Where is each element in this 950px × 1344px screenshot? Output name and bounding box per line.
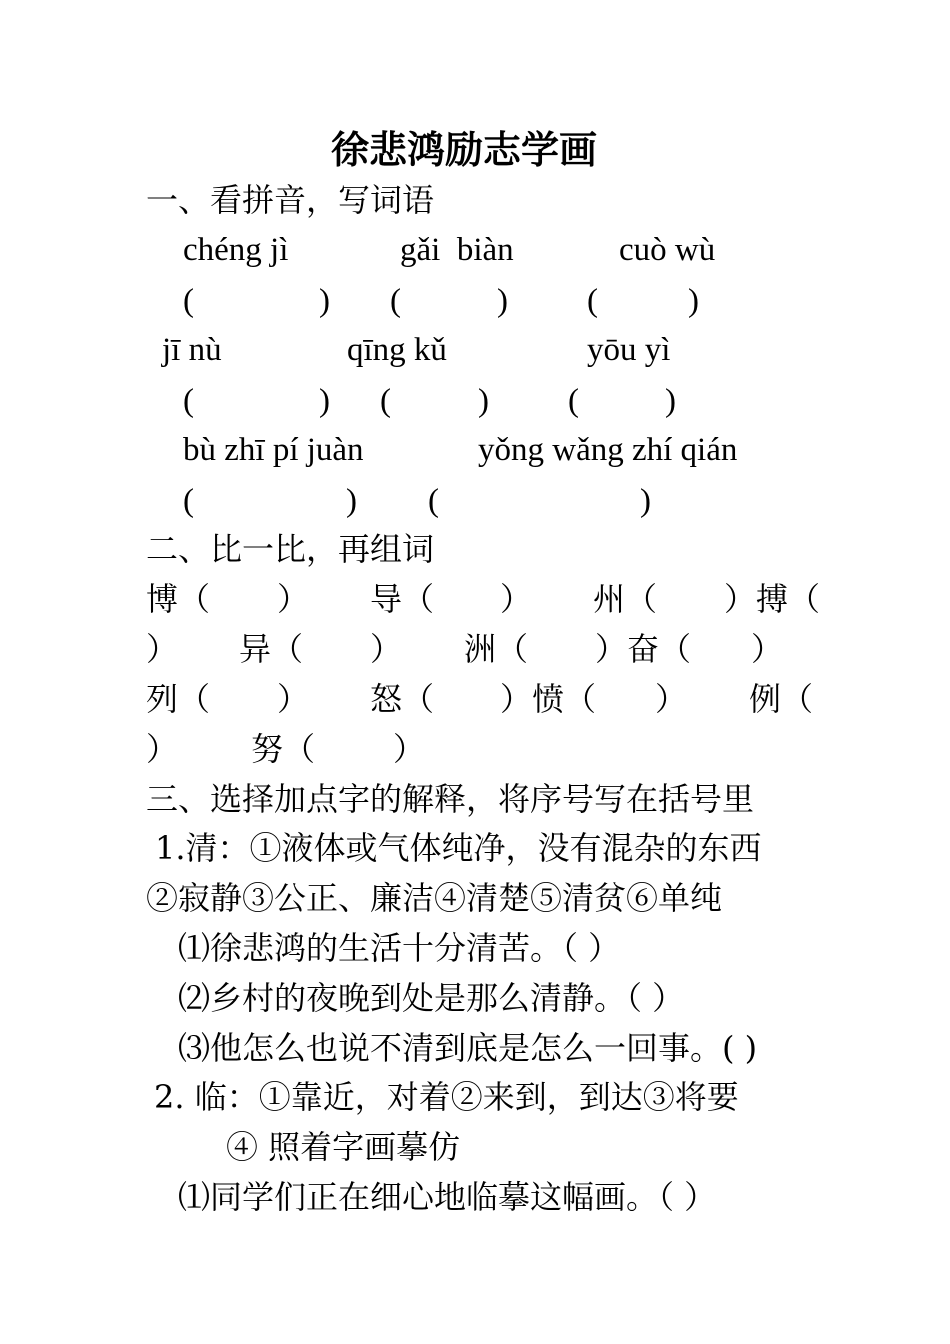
pinyin-jinu: jī nù — [162, 332, 222, 368]
q2-item: ⑴同学们正在细心地临摹这幅画。（ ） — [178, 1178, 717, 1216]
word-item: ）搏（ — [724, 580, 821, 618]
answer-bracket-open: ( — [390, 283, 401, 319]
word-item: ） — [370, 630, 403, 668]
answer-bracket-close: ) — [688, 283, 699, 319]
answer-bracket-close: ) — [346, 483, 357, 519]
pinyin-qingku: qīng kǔ — [347, 332, 447, 368]
word-item: 努（ — [251, 730, 316, 768]
word-item: 导（ — [370, 580, 435, 618]
q2-definitions: 2. 临：①靠近，对着②来到，到达③将要 — [154, 1078, 739, 1116]
word-item: ） — [751, 630, 784, 668]
word-item: 异（ — [239, 630, 304, 668]
answer-bracket-open: ( — [568, 383, 579, 419]
answer-bracket-close: ) — [640, 483, 651, 519]
q1-item: ⑵乡村的夜晚到处是那么清静。（ ） — [178, 979, 685, 1017]
section1-heading: 一、看拼音，写词语 — [146, 181, 435, 219]
q1-item: ⑴徐悲鸿的生活十分清苦。（ ） — [178, 929, 621, 967]
answer-bracket-close: ) — [497, 283, 508, 319]
pinyin-youyi: yōu yì — [587, 332, 671, 368]
word-item: ） — [393, 730, 426, 768]
word-item: 州（ — [593, 580, 658, 618]
word-item: ） — [146, 630, 179, 668]
answer-bracket-open: ( — [183, 483, 194, 519]
page-title: 徐悲鸿励志学画 — [331, 127, 598, 172]
word-item: 博（ — [146, 580, 211, 618]
word-item: 列（ — [146, 680, 211, 718]
answer-bracket-open: ( — [183, 283, 194, 319]
answer-bracket-close: ) — [478, 383, 489, 419]
answer-bracket-open: ( — [380, 383, 391, 419]
word-item: 洲（ — [464, 630, 529, 668]
word-item: 怒（ — [370, 680, 435, 718]
answer-bracket-close: ) — [665, 383, 676, 419]
pinyin-cuowu: cuò wù — [619, 232, 716, 268]
answer-bracket-open: ( — [428, 483, 439, 519]
pinyin-buzhipijuan: bù zhī pí juàn — [183, 432, 364, 468]
pinyin-gaibian: gǎi biàn — [400, 232, 514, 268]
answer-bracket-close: ) — [319, 283, 330, 319]
word-item: ）奋（ — [595, 630, 692, 668]
word-item: ） — [277, 680, 310, 718]
section3-heading: 三、选择加点字的解释，将序号写在括号里 — [146, 780, 755, 818]
word-item: ） — [500, 580, 533, 618]
pinyin-yongwangzhiqian: yǒng wǎng zhí qián — [478, 432, 738, 468]
word-item: ） — [655, 680, 688, 718]
q2-definitions: ④ 照着字画摹仿 — [226, 1128, 461, 1166]
q1-definitions: 1.清：①液体或气体纯净，没有混杂的东西 — [155, 829, 762, 867]
q1-item: ⑶他怎么也说不清到底是怎么一回事。( ) — [178, 1029, 758, 1067]
pinyin-chengji: chéng jì — [183, 232, 289, 268]
word-item: ）愤（ — [500, 680, 597, 718]
q1-definitions: ②寂静③公正、廉洁④清楚⑤清贫⑥单纯 — [146, 879, 723, 917]
answer-bracket-open: ( — [183, 383, 194, 419]
word-item: 例（ — [749, 680, 814, 718]
section2-heading: 二、比一比，再组词 — [146, 530, 435, 568]
answer-bracket-open: ( — [587, 283, 598, 319]
word-item: ） — [146, 730, 179, 768]
answer-bracket-close: ) — [319, 383, 330, 419]
word-item: ） — [277, 580, 310, 618]
